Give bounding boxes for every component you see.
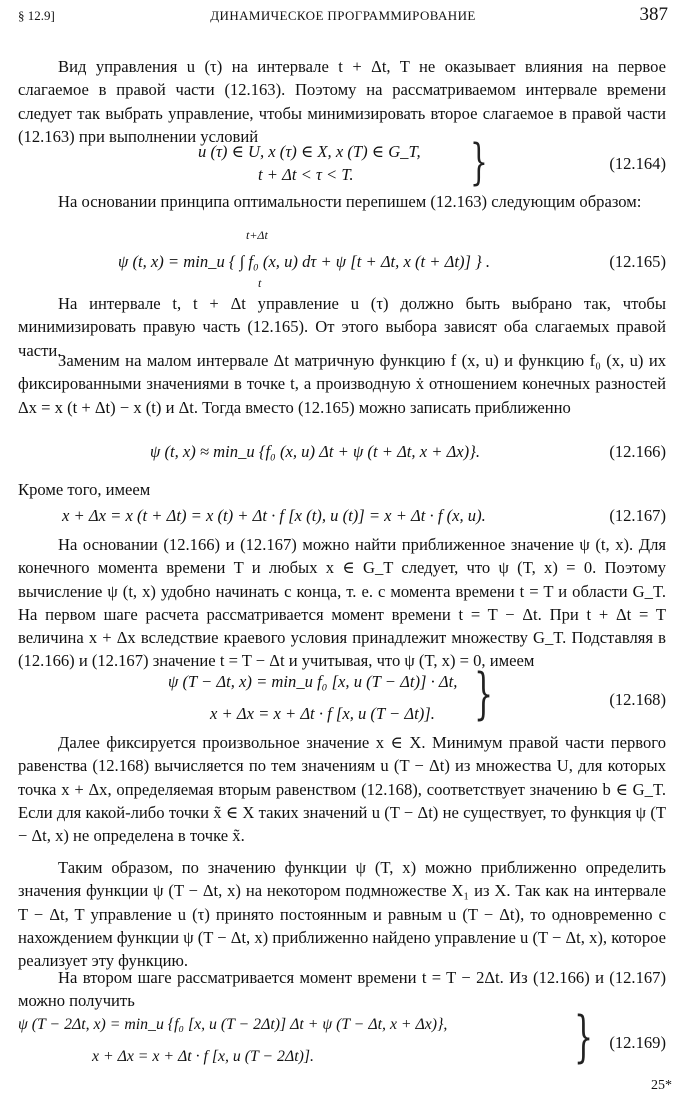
paragraph-text: Далее фиксируется произвольное значение x ∈ X. Минимум правой части первого равенства (12.168) вычисляется по тем значениям u (T − Δt) из множества U, для которых точка x + Δx, определяемая вторым равенством (12.168), соответствует значению b ∈ G_T. Если для какой-либо точки x̃ ∈ X таких значений u (T − Δt) не существует, то функция ψ (T − Δt, x) не определена в точке x̃.: [18, 733, 666, 846]
paragraph-text: На основании принципа оптимальности перепишем (12.163) следующим образом:: [58, 192, 642, 211]
equation-line: x + Δx = x + Δt · f [x, u (T − 2Δt)].: [92, 1048, 314, 1065]
equation-number: (12.168): [609, 690, 666, 709]
equation-line: ψ (t, x) ≈ min_u {f₀ (x, u) Δt + ψ (t + Δt, x + Δx)}.: [150, 442, 480, 461]
paragraph-text: На втором шаге рассматривается момент времени t = T − 2Δt. Из (12.166) и (12.167) можно получить: [18, 968, 666, 1011]
right-brace: }: [574, 1005, 594, 1071]
running-title: ДИНАМИЧЕСКОЕ ПРОГРАММИРОВАНИЕ: [210, 8, 476, 23]
page-number: 387: [639, 4, 668, 25]
paragraph-text: На интервале t, t + Δt управление u (τ) должно быть выбрано так, чтобы минимизировать правую часть (12.165). От этого выбора зависят оба слагаемых правой части.: [18, 294, 666, 360]
integral-upper-limit: t+Δt: [246, 228, 268, 242]
paragraph-text: Вид управления u (τ) на интервале t + Δt, T не оказывает влияния на первое слагаемое в правой части (12.163). Поэтому на рассматриваемом интервале времени следует так выбрать управление, чтобы минимизировать второе слагаемое в правой части (12.163) при выполнении условий: [18, 57, 666, 146]
equation-line: t + Δt < τ < T.: [258, 165, 354, 184]
equation-12-169: [18, 1005, 666, 1071]
section-label: § 12.9]: [18, 8, 55, 23]
signature-mark: 25*: [651, 1078, 672, 1093]
equation-number: (12.167): [609, 506, 666, 525]
paragraph-7: [18, 731, 666, 847]
equation-number: (12.169): [609, 1033, 666, 1052]
paragraph-text: Таким образом, по значению функции ψ (T, x) можно приближенно определить значения функции ψ (T − Δt, x) на некотором подмножестве X₁ из X. Так как на интервале T − Δt, T управление u (τ) принято постоянным и равным u (T − Δt), то одновременно с нахождением функции ψ (T − Δt, x) приближенно найдено управление u (T − Δt, x), которое реализует эту функцию.: [18, 858, 666, 971]
right-brace: }: [474, 662, 494, 728]
paragraph-text: Заменим на малом интервале Δt матричную функцию f (x, u) и функцию f₀ (x, u) их фиксированными значениями в точке t, а производную ẋ отношением конечных разностей Δx = x (t + Δt) − x (t) и Δt. Тогда вместо (12.165) можно записать приближенно: [18, 351, 666, 417]
equation-line: ψ (T − 2Δt, x) = min_u {f₀ [x, u (T − 2Δt)] Δt + ψ (T − Δt, x + Δx)},: [18, 1016, 448, 1033]
equation-line: x + Δx = x (t + Δt) = x (t) + Δt · f [x (t), u (t)] = x + Δt · f (x, u).: [62, 506, 486, 525]
equation-number: (12.166): [609, 442, 666, 461]
equation-line: u (τ) ∈ U, x (τ) ∈ X, x (T) ∈ G_T,: [198, 142, 421, 161]
equation-12-165: [18, 228, 666, 292]
equation-12-166: [18, 440, 666, 470]
equation-number: (12.164): [609, 154, 666, 173]
equation-12-164: [18, 132, 666, 191]
paragraph-6: [18, 533, 666, 673]
paragraph-2: [18, 190, 666, 213]
paragraph-text: На основании (12.166) и (12.167) можно найти приближенное значение ψ (t, x). Для конечного момента времени T и любых x ∈ G_T следует, что ψ (T, x) = 0. Поэтому вычисление ψ (t, x) удобно начинать с конца, т. е. с момента времени t = T и области G_T. На первом шаге расчета рассматривается момент времени t = T − Δt. При t + Δt = T величина x + Δx вследствие краевого условия принадлежит множеству G_T. Подставляя в (12.166) и (12.167) значение t = T − Δt и учитывая, что ψ (T, x) = 0, имеем: [18, 535, 666, 671]
paragraph-9: [18, 966, 666, 1013]
paragraph-8: [18, 856, 666, 972]
paragraph-4: [18, 349, 666, 419]
equation-line: x + Δx = x + Δt · f [x, u (T − Δt)].: [210, 704, 435, 723]
equation-12-168: [18, 662, 666, 728]
integral-lower-limit: t: [258, 276, 262, 290]
equation-line: ψ (T − Δt, x) = min_u f₀ [x, u (T − Δt)] · Δt,: [168, 672, 458, 691]
paragraph-5: [18, 478, 666, 501]
equation-12-167: [18, 504, 666, 534]
equation-number: (12.165): [609, 252, 666, 271]
equation-line: ψ (t, x) = min_u { ∫ f₀ (x, u) dτ + ψ [t + Δt, x (t + Δt)] } .: [118, 252, 491, 271]
paragraph-1: [18, 55, 666, 148]
paragraph-text: Кроме того, имеем: [18, 480, 151, 499]
right-brace: }: [470, 132, 488, 191]
